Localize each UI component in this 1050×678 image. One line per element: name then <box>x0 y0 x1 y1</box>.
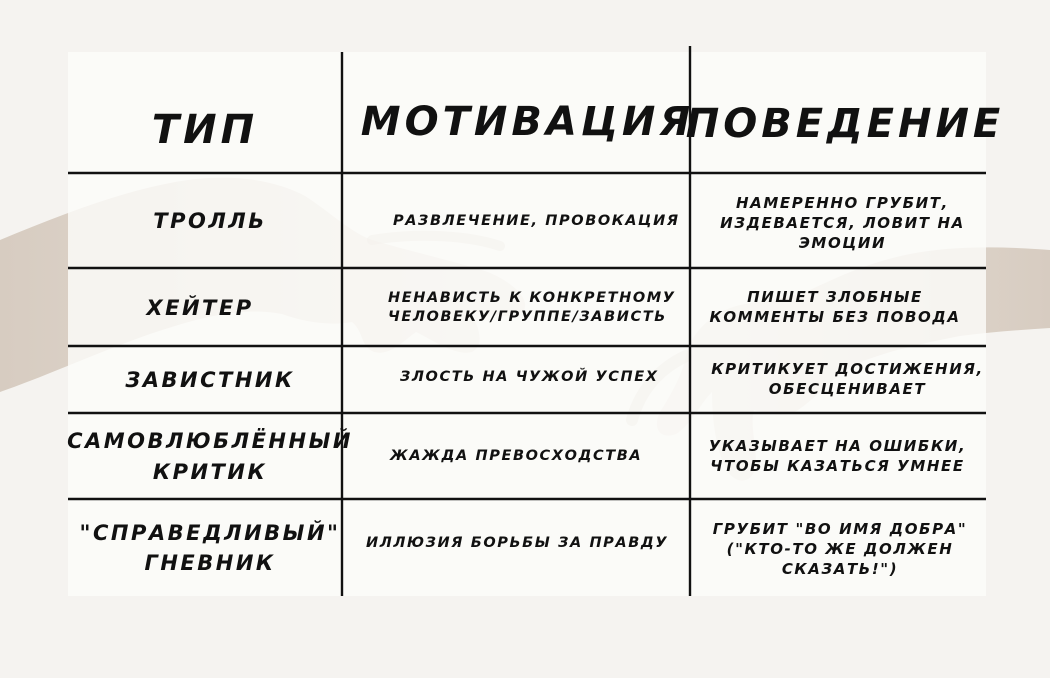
header-behavior: ПОВЕДЕНИЕ <box>685 101 1005 148</box>
row-2-behavior: ПИШЕТ ЗЛОБНЫЕ КОММЕНТЫ БЕЗ ПОВОДА <box>709 288 961 326</box>
row-3-behavior: КРИТИКУЕТ ДОСТИЖЕНИЯ, ОБЕСЦЕНИВАЕТ <box>711 360 984 398</box>
row-4-motivation: ЖАЖДА ПРЕВОСХОДСТВА <box>390 447 643 464</box>
header-type: ТИП <box>151 107 259 154</box>
row-5-motivation: ИЛЛЮЗИЯ БОРЬБЫ ЗА ПРАВДУ <box>366 535 669 552</box>
row-2-motivation: НЕНАВИСТЬ К КОНКРЕТНОМУ ЧЕЛОВЕКУ/ГРУППЕ/ЗАВИСТЬ <box>388 289 676 325</box>
row-2-type: ХЕЙТЕР <box>146 295 254 320</box>
row-3-type: ЗАВИСТНИК <box>125 367 295 392</box>
row-4-type: САМОВЛЮБЛЁННЫЙ КРИТИК <box>67 429 353 484</box>
row-4-behavior: УКАЗЫВАЕТ НА ОШИБКИ, ЧТОБЫ КАЗАТЬСЯ УМНЕЕ <box>708 436 967 475</box>
row-5-type: "СПРАВЕДЛИВЫЙ" ГНЕВНИК <box>79 520 341 575</box>
row-1-motivation: РАЗВЛЕЧЕНИЕ, ПРОВОКАЦИЯ <box>393 212 680 229</box>
row-5-behavior: ГРУБИТ "ВО ИМЯ ДОБРА" ("КТО-ТО ЖЕ ДОЛЖЕН СКАЗАТЬ!") <box>712 520 968 578</box>
header-motivation: МОТИВАЦИЯ <box>360 99 695 146</box>
row-3-motivation: ЗЛОСТЬ НА ЧУЖОЙ УСПЕХ <box>400 369 659 386</box>
row-1-behavior: НАМЕРЕННО ГРУБИТ, ИЗДЕВАЕТСЯ, ЛОВИТ НА ЭМОЦИИ <box>720 194 965 252</box>
row-1-type: ТРОЛЛЬ <box>153 209 267 234</box>
